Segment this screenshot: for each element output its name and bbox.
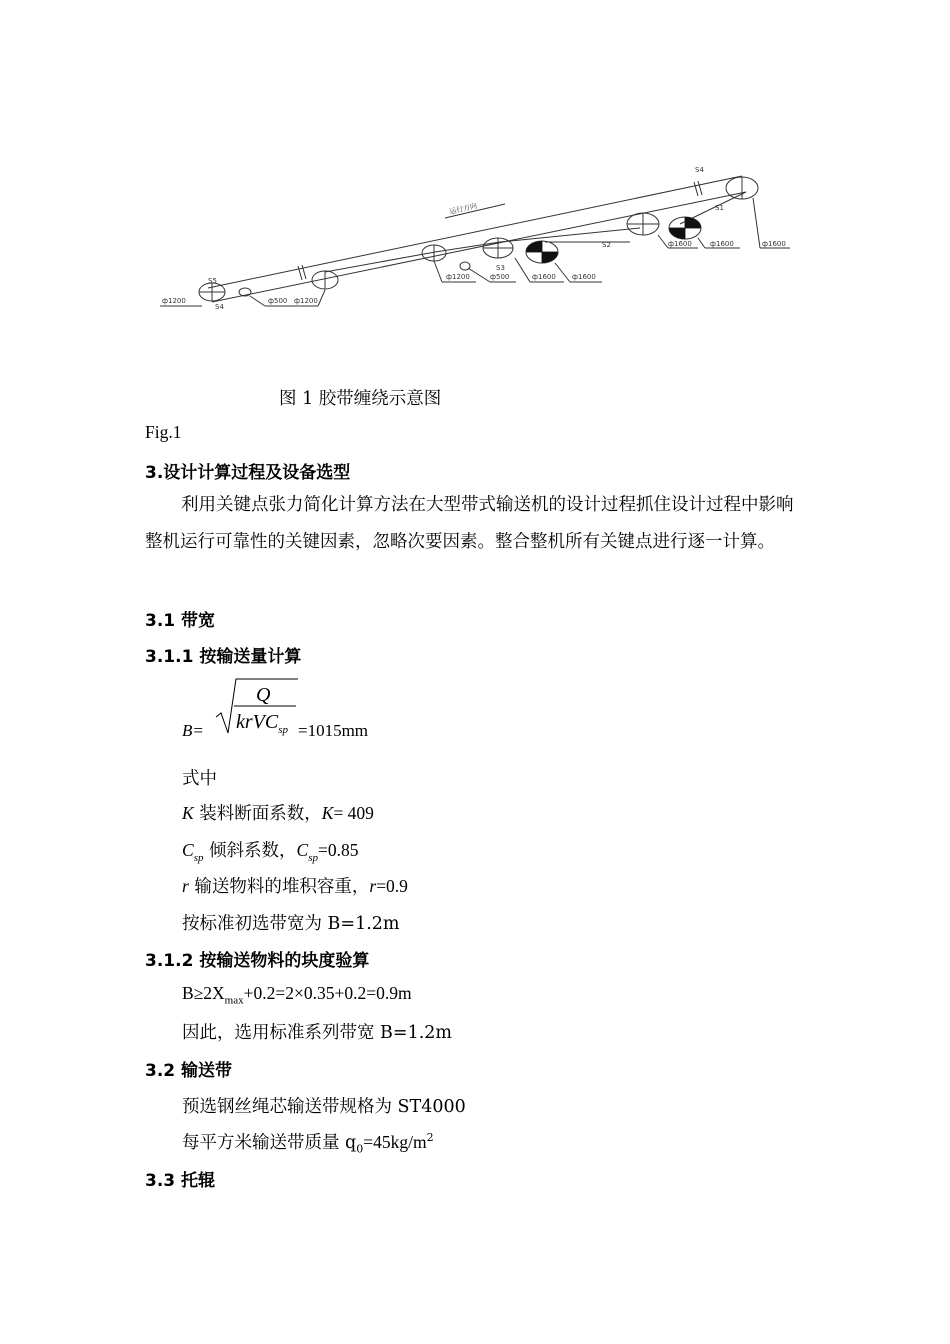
bandwidth-conclusion: 因此，选用标准系列带宽 B=1.2m — [182, 1023, 453, 1043]
section-3-paragraph: 利用关键点张力简化计算方法在大型带式输送机的设计过程抓住设计过程中影响整机运行可靠性的关键因素，忽略次要因素。整合整机所有关键点进行逐一计算。 — [145, 495, 794, 552]
label-d1600-d: ф1600 — [710, 240, 734, 248]
section-3-1-1-title: 3.1.1 按输送量计算 — [145, 647, 302, 667]
label-s2: S2 — [602, 241, 611, 249]
r-definition: r 输送物料的堆积容重，r=0.9 — [182, 876, 408, 897]
section-3-title: 3.设计计算过程及设备选型 — [145, 463, 351, 483]
label-d1600-c: ф1600 — [668, 240, 692, 248]
section-3-2-title: 3.2 输送带 — [145, 1061, 233, 1081]
label-d500-b: ф500 — [490, 273, 510, 281]
label-s3: S3 — [496, 264, 505, 272]
label-s5: S5 — [208, 277, 217, 285]
k-definition: K 装料断面系数，K= 409 — [182, 803, 374, 824]
section-3-1-2-title: 3.1.2 按输送物料的块度验算 — [145, 951, 370, 971]
label-direction: 运行方向 — [448, 201, 478, 216]
formula-denominator: krVC — [236, 711, 279, 733]
formula-den-sub: sp — [278, 724, 288, 736]
initial-bandwidth: 按标准初选带宽为 B=1.2m — [182, 914, 400, 934]
label-s1: S1 — [715, 204, 724, 212]
belt-spec: 预选钢丝绳芯输送带规格为 ST4000 — [182, 1097, 466, 1117]
block-size-check: $B\ge 2X_{max}+0.2=2\times 0.35+0.2=0.9m$ — [182, 983, 412, 1007]
section-3-1-title: 3.1 带宽 — [145, 611, 216, 631]
csp-definition: $C_{sp}$ 倾斜系数，$C_{sp}=0.85$ — [182, 840, 359, 864]
belt-mass: 每平方米输送带质量 $q_0=45kg/m^2$ — [182, 1131, 434, 1156]
formula-numerator: Q — [256, 684, 271, 706]
label-d1600-a: ф1600 — [532, 273, 556, 281]
label-s4-top: S4 — [695, 166, 704, 174]
figure-caption: 图 1 胶带缠绕示意图 — [279, 389, 442, 409]
label-d1200-c: ф1200 — [446, 273, 470, 281]
section-3-3-title: 3.3 托辊 — [145, 1171, 216, 1191]
label-d1600-b: ф1600 — [572, 273, 596, 281]
figure-caption-en: Fig.1 — [145, 422, 182, 442]
where-label: 式中 — [182, 769, 217, 789]
formula-result: =1015mm — [298, 721, 369, 740]
label-d1200-a: ф1200 — [162, 297, 186, 305]
belt-winding-diagram — [150, 160, 800, 320]
label-d500-a: ф500 — [268, 297, 288, 305]
label-d1600-e: ф1600 — [762, 240, 786, 248]
label-d1200-b: ф1200 — [294, 297, 318, 305]
label-s4: S4 — [215, 303, 224, 311]
formula-lhs: B= — [182, 721, 204, 740]
